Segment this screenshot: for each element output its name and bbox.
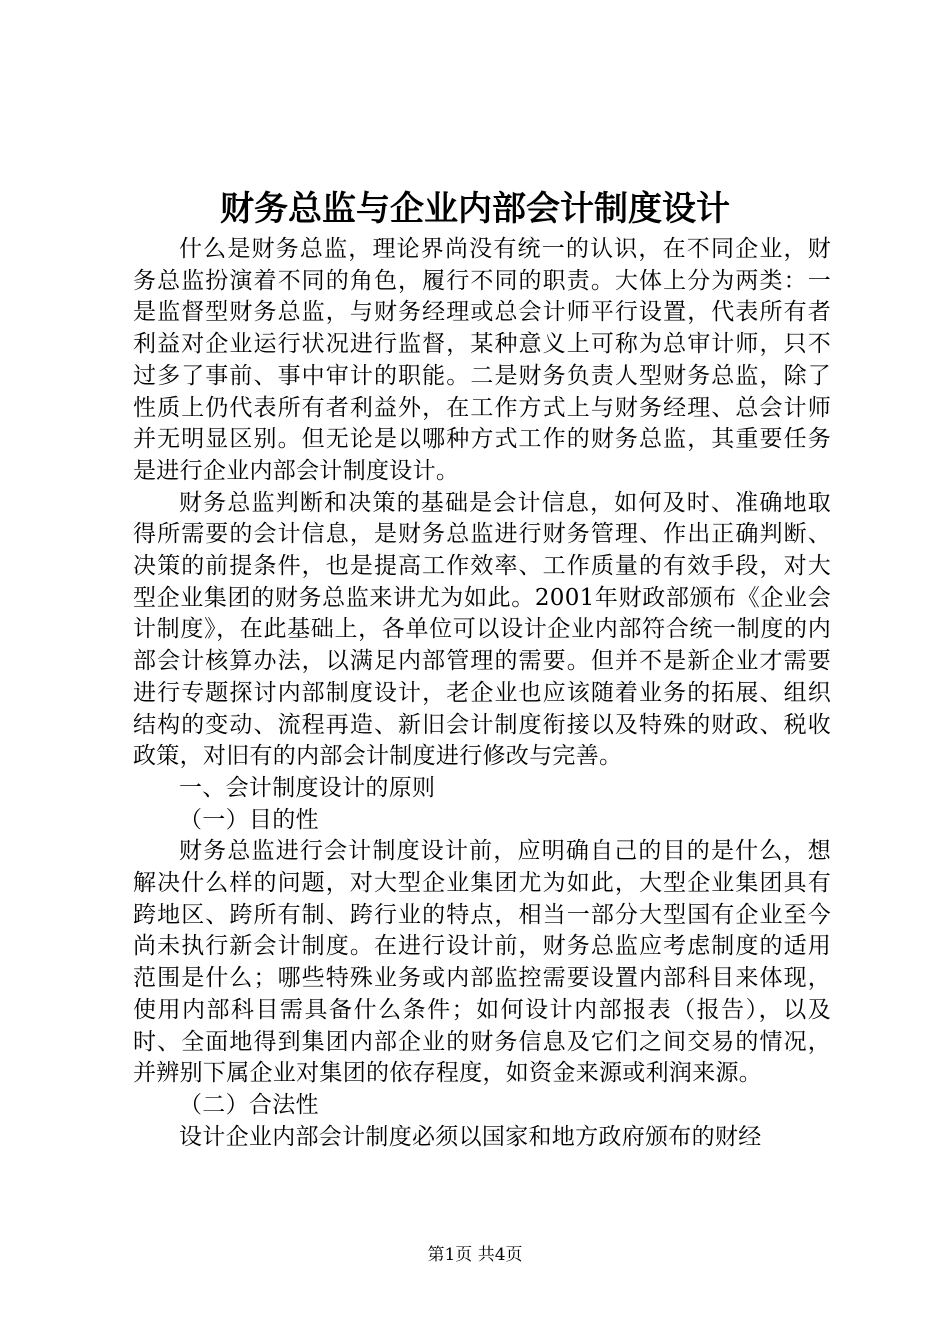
subsection-heading-legality: （二）合法性	[179, 1091, 319, 1118]
section-heading-principles: 一、会计制度设计的原则	[179, 774, 436, 801]
subsection-heading-purpose: （一）目的性	[179, 806, 319, 833]
paragraph-purpose: 财务总监进行会计制度设计前，应明确自己的目的是什么，想解决什么样的问题，对大型企业集团尤为如此，大型企业集团具有跨地区、跨所有制、跨行业的特点，相当一部分大型国有企业至今尚未执行新会计制度。在进行设计前，财务总监应考虑制度的适用范围是什么；哪些特殊业务或内部监控需要设置内部科目来体现，使用内部科目需具备什么条件；如何设计内部报表（报告），以及时、全面地得到集团内部企业的财务信息及它们之间交易的情况，并辨别下属企业对集团的依存程度，如资金来源或利润来源。	[133, 838, 831, 1087]
document-body	[133, 234, 831, 1153]
paragraph-accounting-info: 财务总监判断和决策的基础是会计信息，如何及时、准确地取得所需要的会计信息，是财务总监进行财务管理、作出正确判断、决策的前提条件，也是提高工作效率、工作质量的有效手段，对大型企业集团的财务总监来讲尤为如此。2001年财政部颁布《企业会计制度》，在此基础上，各单位可以设计企业内部符合统一制度的内部会计核算办法，以满足内部管理的需要。但并不是新企业才需要进行专题探讨内部制度设计，老企业也应该随着业务的拓展、组织结构的变动、流程再造、新旧会计制度衔接以及特殊的财政、税收政策，对旧有的内部会计制度进行修改与完善。	[133, 489, 831, 770]
page-number-footer: 第1页 共4页	[427, 1245, 523, 1265]
paragraph-legality: 设计企业内部会计制度必须以国家和地方政府颁布的财经	[179, 1123, 762, 1150]
paragraph-intro: 什么是财务总监，理论界尚没有统一的认识，在不同企业，财务总监扮演着不同的角色，履行不同的职责。大体上分为两类：一是监督型财务总监，与财务经理或总会计师平行设置，代表所有者利益对企业运行状况进行监督，某种意义上可称为总审计师，只不过多了事前、事中审计的职能。二是财务负责人型财务总监，除了性质上仍代表所有者利益外，在工作方式上与财务经理、总会计师并无明显区别。但无论是以哪种方式工作的财务总监，其重要任务是进行企业内部会计制度设计。	[133, 236, 831, 484]
document-title: 财务总监与企业内部会计制度设计	[220, 189, 730, 229]
